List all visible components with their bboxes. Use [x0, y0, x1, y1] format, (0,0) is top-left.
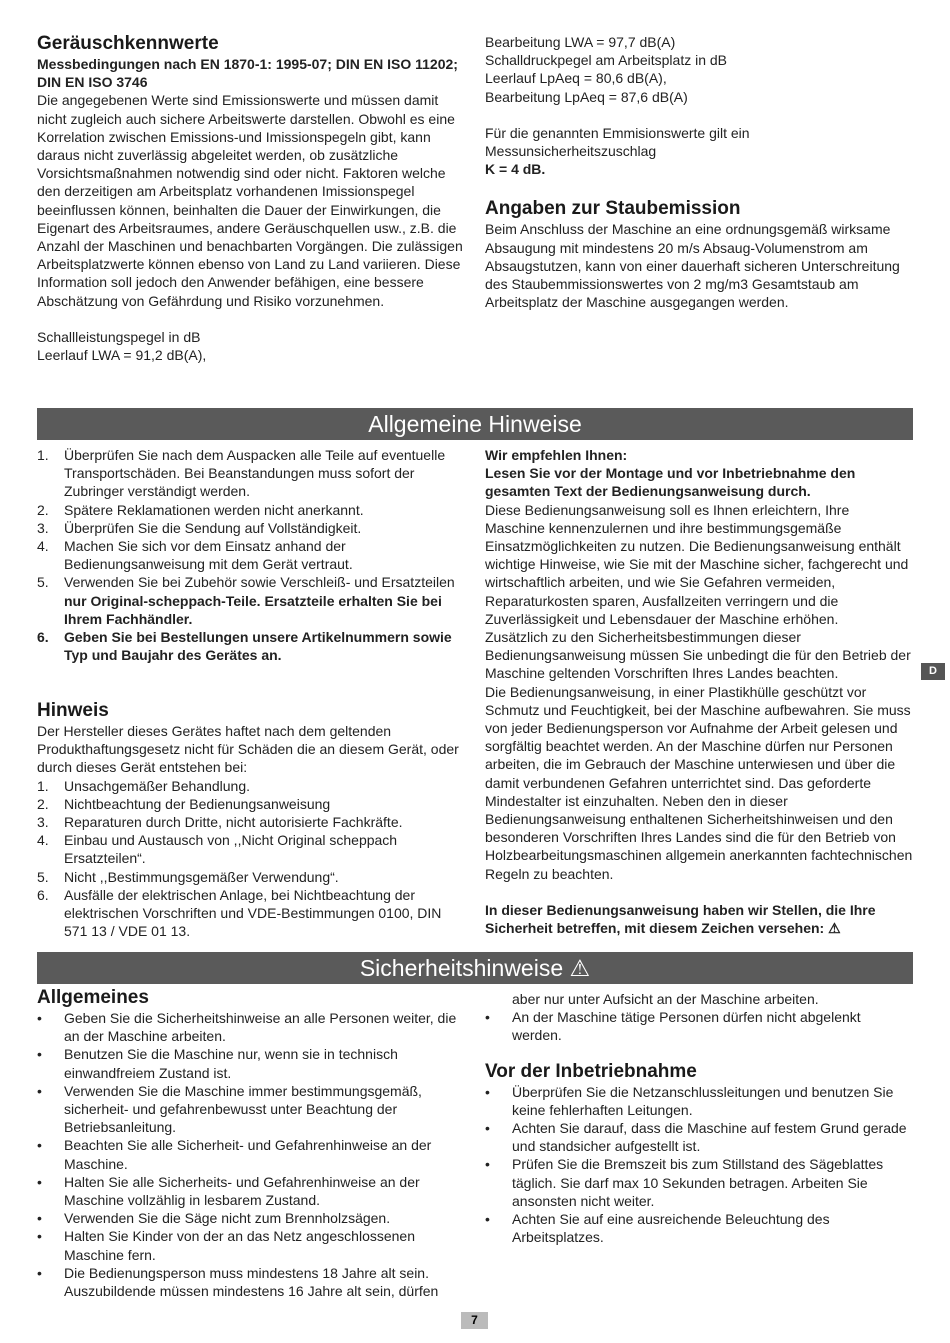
- liability-item: 1. Unsachgemäßer Behandlung.: [37, 777, 251, 794]
- safety-banner-title: Sicherheitshinweise: [359, 955, 564, 981]
- idle-lpaeq: Leerlauf LpAeq = 80,6 dB(A),: [485, 70, 667, 87]
- processing-lpaeq: Bearbeitung LpAeq = 87,6 dB(A): [485, 88, 688, 105]
- list-item: • Halten Sie Kinder von der an das Netz angeschlossenen Maschine fern.: [37, 1228, 415, 1263]
- safety-banner: [37, 952, 913, 984]
- recommendation-section: [485, 446, 913, 937]
- liability-item: 6. Ausfälle der elektrischen Anlage, bei Nichtbeachtung der elektrischen Vorschriften und VDE-Bestimmungen 0100, DIN 571 13 / VDE 01 13.: [37, 886, 442, 940]
- liability-item: 4. Einbau und Austausch von ,,Nicht Original scheppach Ersatzteilen“.: [37, 832, 398, 867]
- general-notes-banner: Allgemeine Hinweise: [37, 408, 913, 440]
- general-notes-list: [37, 446, 467, 664]
- warning-note: In dieser Bedienungsanweisung haben wir Stellen, die Ihre Sicherheit betreffen, mit diesem Zeichen versehen: ⚠: [485, 901, 876, 937]
- list-item: • Halten Sie alle Sicherheits- und Gefahrenhinweise an der Maschine vollzählig in lesbarem Zustand.: [37, 1173, 420, 1209]
- page-number: 7: [461, 1312, 488, 1329]
- list-item: • Benutzen Sie die Maschine nur, wenn sie in technisch einwandfreiem Zustand ist.: [37, 1046, 398, 1081]
- recommend-heading: Wir empfehlen Ihnen:: [485, 447, 628, 463]
- safety-right-section: [485, 990, 913, 1246]
- general-note-item: 4. Machen Sie sich vor dem Einsatz anhand der Bedienungsanweisung mit dem Gerät vertraut.: [37, 538, 353, 573]
- list-item: • An der Maschine tätige Personen dürfen nicht abgelenkt werden.: [485, 1009, 861, 1044]
- processing-lwa: Bearbeitung LWA = 97,7 dB(A): [485, 34, 676, 50]
- list-item: • Prüfen Sie die Bremszeit bis zum Stillstand des Sägeblattes täglich. Sie darf max 10 Sekunden betragen. Arbeiten Sie ansonsten nicht weiter.: [485, 1156, 884, 1209]
- general-note-item-5: 5. Verwenden Sie bei Zubehör sowie Verschleiß- und Ersatzteilen nur Original-scheppach-Teile. Ersatzteile erhalten Sie bei Ihrem Fachhändler.: [37, 574, 455, 627]
- liability-item: 3. Reparaturen durch Dritte, nicht autorisierte Fachkräfte.: [37, 814, 403, 831]
- noise-body: Die angegebenen Werte sind Emissionswerte und müssen damit nicht zugleich auch sichere Arbeitswerte darstellen. Obwohl es eine Korrelation zwischen Emissions-und Imissionspegeln gibt, kann daraus nicht zuverlässig abgeleitet werden, ob zusätzliche Vorsichtsmaßnahmen notwendig sind oder nicht. Faktoren welche den derzeitigen am Arbeitsplatz vorhandenen Imissionspegel beeinflussen können, beinhalten die Dauer der Einwirkungen, die Eigenart des Arbeitsraumes, andere Geräuschquellen usw., z.B. die Anzahl der Maschinen und benachbarten Vorgängen. Die zulässigen Arbeitsplatzwerte können ebenso von Land zu Land variieren. Diese Information soll jedoch den Anwender befähigen, eine bessere Abschätzung von Gefährdung und Risiko vorzunehmen.: [37, 92, 463, 309]
- general-note-item-6: 6. Geben Sie bei Bestellungen unsere Artikelnummern sowie Typ und Baujahr des Gerätes an.: [37, 629, 452, 664]
- general-note-item: 3. Überprüfen Sie die Sendung auf Vollständigkeit.: [37, 519, 362, 536]
- list-item: • Achten Sie auf eine ausreichende Beleuchtung des Arbeitsplatzes.: [485, 1211, 830, 1246]
- liability-section: [37, 700, 467, 940]
- general-note-item: 2. Spätere Reklamationen werden nicht anerkannt.: [37, 501, 364, 518]
- list-item: • Überprüfen Sie die Netzanschlussleitungen und benutzen Sie keine fehlerhaften Leitungen.: [485, 1083, 894, 1118]
- list-item: • Beachten Sie alle Sicherheit- und Gefahrenhinweise an der Maschine.: [37, 1137, 432, 1172]
- liability-heading: Hinweis: [37, 700, 109, 721]
- warning-icon: ⚠: [569, 955, 591, 981]
- uncertainty-text: Für die genannten Emmisionswerte gilt ein Messunsicherheitszuschlag: [485, 124, 750, 160]
- language-tab: D: [921, 663, 945, 680]
- recommend-p1: Diese Bedienungsanweisung soll es Ihnen erleichtern, Ihre Maschine kennenzulernen und ihre bestimmungsgemäße Einsatzmöglichkeiten zu nutzen. Die Bedienungsanweisung enthält wichtige Hinweise, wie Sie mit der Maschine sicher, fachgerecht und wirtschaftlich arbeiten, und wie Sie Gefahren vermeiden, Reparaturkosten sparen, Ausfallzeiten verringern und die Zuverlässigkeit und Lebensdauer der Maschine erhöhen.: [485, 501, 909, 627]
- dust-heading: Angaben zur Staubemission: [485, 198, 741, 220]
- noise-heading: Geräuschkennwerte: [37, 33, 219, 54]
- general-note-item: 1. Überprüfen Sie nach dem Auspacken alle Teile auf eventuelle Transportschäden. Bei Beanstandungen muss sofort der Zubringer verständigt werden.: [37, 447, 446, 500]
- safety-general-continued: aber nur unter Aufsicht an der Maschine arbeiten.: [512, 991, 819, 1007]
- safety-general-heading: Allgemeines: [37, 987, 149, 1008]
- liability-item: 5. Nicht ,,Bestimmungsgemäßer Verwendung“.: [37, 868, 339, 885]
- pressure-label: Schalldruckpegel am Arbeitsplatz in dB: [485, 52, 728, 69]
- list-item: • Verwenden Sie die Säge nicht zum Brennholzsägen.: [37, 1210, 391, 1227]
- recommend-p3: Die Bedienungsanweisung, in einer Plastikhülle geschützt vor Schmutz und Feuchtigkeit, bei der Maschine aufbewahren. Sie muss von jeder Bedienungsperson vor Aufnahme der Arbeit gelesen und sorgfältig beachtet werden. An der Maschine dürfen nur Personen arbeiten, die im Gebrauch der Maschine unterwiesen und über die damit verbundenen Gefahren unterrichtet sind. Das geforderte Mindestalter ist einzuhalten. Neben den in dieser Bedienungsanweisung enthaltenen Sicherheitshinweisen und den besonderen Vorschriften Ihres Landes sind die für den Betrieb von Holzbearbeitungsmaschinen allgemein anerkannten fachtechnischen Regeln zu beachten.: [485, 683, 913, 882]
- noise-section: [37, 33, 467, 364]
- sound-power-label: Schallleistungspegel in dB: [37, 328, 201, 345]
- startup-heading: Vor der Inbetriebnahme: [485, 1060, 697, 1082]
- noise-values-section: [485, 33, 913, 311]
- warning-icon: ⚠: [828, 920, 841, 937]
- safety-general-list-cont: [485, 1008, 913, 1044]
- list-item: • Verwenden Sie die Maschine immer bestimmungsgemäß, sicherheit- und gefahrenbewusst unter Beachtung der Betriebsanleitung.: [37, 1082, 422, 1136]
- safety-general-section: [37, 987, 467, 1300]
- uncertainty-value: K = 4 dB.: [485, 161, 546, 178]
- recommend-p2: Zusätzlich zu den Sicherheitsbestimmungen dieser Bedienungsanweisung müssen Sie unbedingt die für den Betrieb der Maschine geltenden Vorschriften Ihres Landes beachten.: [485, 629, 911, 682]
- list-item: • Geben Sie die Sicherheitshinweise an alle Personen weiter, die an der Maschine arbeiten.: [37, 1010, 457, 1045]
- noise-standards: Messbedingungen nach EN 1870-1: 1995-07; DIN EN ISO 11202; DIN EN ISO 3746: [37, 56, 458, 91]
- safety-general-list: [37, 1009, 467, 1300]
- dust-body: Beim Anschluss der Maschine an eine ordnungsgemäß wirksame Absaugung mit mindestens 20 m/s Absaug-Volumenstrom am Absaugstutzen, kann von einer dauerhaft sicheren Unterschreitung des Staubemmissionswertes von 2 mg/m3 Gesamtstaub am Arbeitsplatz der Maschine ausgegangen werden.: [485, 221, 900, 311]
- startup-list: [485, 1083, 913, 1247]
- liability-item: 2. Nichtbeachtung der Bedienungsanweisung: [37, 795, 331, 812]
- list-item: • Die Bedienungsperson muss mindestens 18 Jahre alt sein. Auszubildende müssen mindestens 16 Jahre alt sein, dürfen: [37, 1264, 439, 1300]
- recommend-bold: Lesen Sie vor der Montage und vor Inbetriebnahme den gesamten Text der Bedienungsanweisung durch.: [485, 465, 856, 500]
- idle-lwa: Leerlauf LWA = 91,2 dB(A),: [37, 347, 207, 364]
- list-item: • Achten Sie darauf, dass die Maschine auf festem Grund gerade und standsicher aufgestellt ist.: [485, 1120, 907, 1155]
- general-notes-list-column: [37, 446, 467, 664]
- liability-intro: Der Hersteller dieses Gerätes haftet nach dem geltenden Produkthaftungsgesetz nicht für Schäden die an diesem Gerät, oder durch dieses Gerät entstehen bei:: [37, 723, 459, 776]
- liability-list: [37, 777, 467, 941]
